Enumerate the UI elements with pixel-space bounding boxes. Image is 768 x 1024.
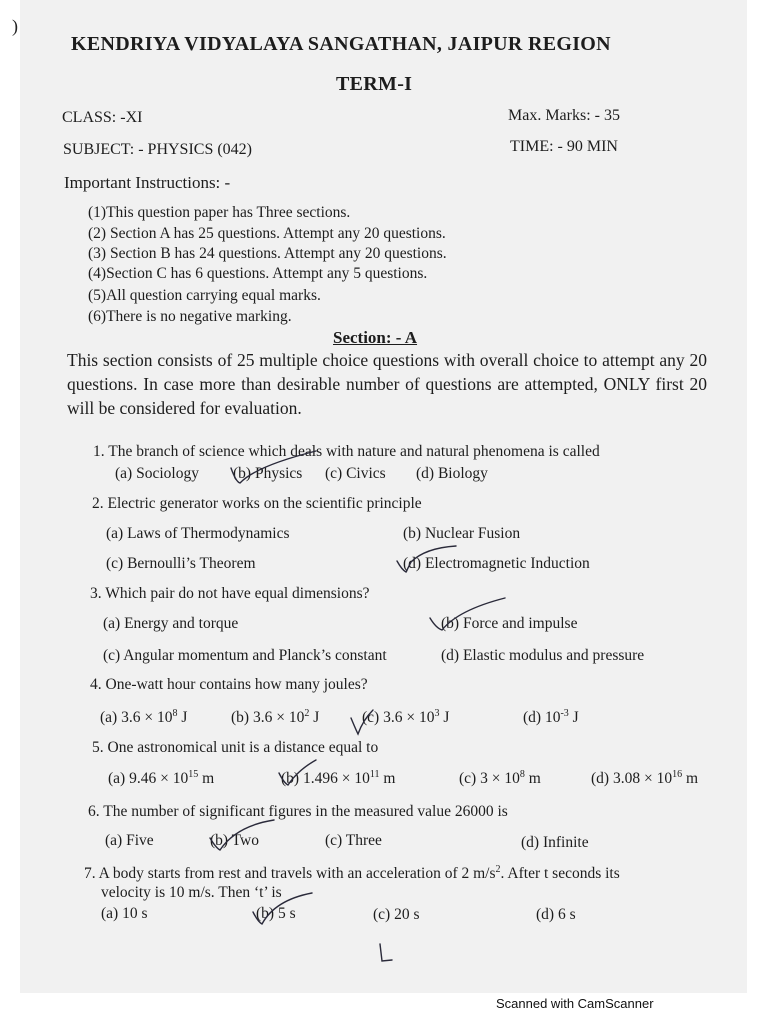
q1-option-a: (a) Sociology (115, 465, 199, 482)
q1-option-d: (d) Biology (416, 465, 488, 482)
q7-option-b: (b) 5 s (256, 905, 296, 922)
organization-title: KENDRIYA VIDYALAYA SANGATHAN, JAIPUR REGION (71, 33, 611, 55)
instruction-item: (2) Section A has 25 questions. Attempt any 20 questions. (88, 225, 446, 242)
q6-option-b: (b) Two (210, 832, 259, 849)
q2-option-c: (c) Bernoulli’s Theorem (106, 555, 256, 572)
question-1-text: 1. The branch of science which deals with nature and natural phenomena is called (93, 443, 600, 460)
q3-option-c: (c) Angular momentum and Planck’s constant (103, 647, 387, 664)
instruction-item: (4)Section C has 6 questions. Attempt any 5 questions. (88, 265, 428, 282)
q3-option-a: (a) Energy and torque (103, 615, 239, 632)
instruction-item: (6)There is no negative marking. (88, 308, 292, 325)
subject-label: SUBJECT: - PHYSICS (042) (63, 141, 253, 158)
q3-option-b: (b) Force and impulse (441, 615, 578, 632)
instruction-item: (3) Section B has 24 questions. Attempt any 20 questions. (88, 245, 447, 262)
q7-option-d: (d) 6 s (536, 906, 576, 923)
q4-option-b: (b) $3.6 \times 10^2$ J (231, 707, 320, 726)
term-title: TERM-I (336, 73, 413, 95)
scanner-watermark: Scanned with CamScanner (496, 996, 654, 1011)
q7-option-a: (a) 10 s (101, 905, 148, 922)
q6-option-a: (a) Five (105, 832, 154, 849)
q5-option-d: (d) $3.08 \times 10^{16}$ m (591, 768, 699, 787)
section-a-intro: This section consists of 25 multiple choice questions with overall choice to attempt any 20 questions. In case more than desirable number of questions are attempted, ONLY first 20 will be considered for evaluation. (67, 350, 707, 418)
question-3-text: 3. Which pair do not have equal dimensions? (90, 585, 370, 602)
q6-option-d: (d) Infinite (521, 834, 589, 851)
question-7-line-2: velocity is 10 m/s. Then ‘t’ is (101, 884, 282, 901)
section-a-title: Section: - A (333, 328, 418, 347)
q2-option-b: (b) Nuclear Fusion (403, 525, 521, 542)
q4-option-d: (d) $10^{-3}$ J (523, 707, 579, 726)
instructions-heading: Important Instructions: - (64, 173, 231, 192)
q4-option-c: (c) $3.6 \times 10^3$ J (362, 707, 450, 726)
max-marks-label: Max. Marks: - 35 (508, 107, 620, 124)
corner-bracket-mark: ) (12, 16, 18, 36)
q7-option-c: (c) 20 s (373, 906, 420, 923)
q5-option-c: (c) $3 \times 10^8$ m (459, 768, 541, 787)
q4-option-a: (a) $3.6 \times 10^8$ J (100, 707, 188, 726)
q2-option-d: (d) Electromagnetic Induction (403, 555, 590, 572)
question-2-text: 2. Electric generator works on the scientific principle (92, 495, 422, 512)
q3-option-d: (d) Elastic modulus and pressure (441, 647, 645, 664)
question-5-text: 5. One astronomical unit is a distance equal to (92, 739, 379, 756)
q6-option-c: (c) Three (325, 832, 382, 849)
time-label: TIME: - 90 MIN (510, 138, 618, 155)
question-4-text: 4. One-watt hour contains how many joules? (90, 676, 368, 693)
q1-option-c: (c) Civics (325, 465, 386, 482)
question-7-line-1: 7. A body starts from rest and travels with an acceleration of 2 $m/s^2$. After t seconds its (84, 863, 620, 882)
q5-option-a: (a) $9.46 \times 10^{15}$ m (108, 768, 215, 787)
q5-option-b: (b) $1.496 \times 10^{11}$ m (281, 768, 396, 787)
q1-option-b: (b) Physics (233, 465, 303, 482)
instruction-item: (5)All question carrying equal marks. (88, 287, 321, 304)
class-label: CLASS: -XI (62, 109, 143, 126)
question-6-text: 6. The number of significant figures in the measured value 26000 is (88, 803, 508, 820)
instruction-item: (1)This question paper has Three sections. (88, 204, 351, 221)
q2-option-a: (a) Laws of Thermodynamics (106, 525, 290, 542)
